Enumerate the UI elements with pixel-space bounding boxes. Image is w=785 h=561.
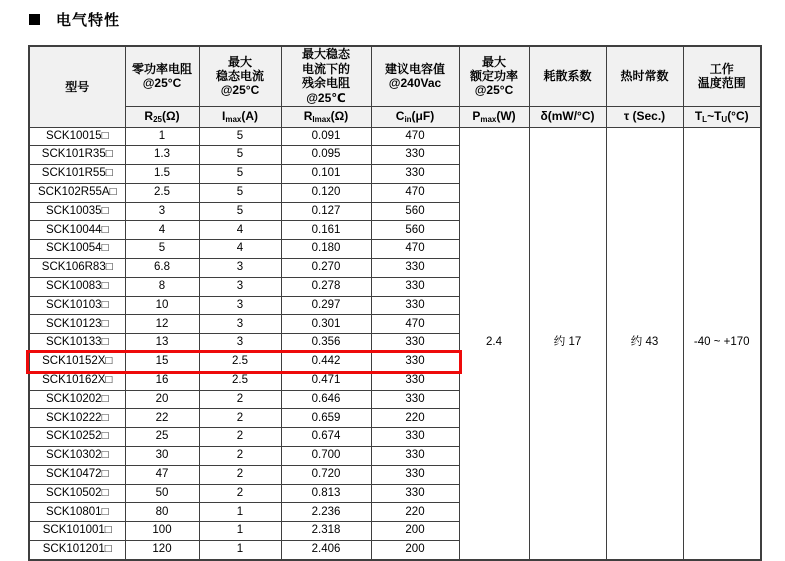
- cin-cell: 330: [371, 447, 459, 466]
- imax-cell: 2.5: [199, 371, 281, 390]
- cin-cell: 330: [371, 146, 459, 165]
- model-cell: SCK106R83□: [29, 259, 125, 278]
- r25-cell: 16: [125, 371, 199, 390]
- r25-cell: 20: [125, 390, 199, 409]
- table-row: [29, 127, 761, 146]
- imax-cell: 2: [199, 409, 281, 428]
- rimax-cell: 2.236: [281, 503, 371, 522]
- cin-cell: 220: [371, 409, 459, 428]
- cin-cell: 560: [371, 202, 459, 221]
- rimax-cell: 0.101: [281, 165, 371, 184]
- model-cell: SCK10222□: [29, 409, 125, 428]
- imax-cell: 1: [199, 522, 281, 541]
- col-header-temp: 工作 温度范围: [683, 46, 761, 106]
- col-header-rimax: 最大稳态 电流下的 残余电阻 @25℃: [281, 46, 371, 106]
- r25-cell: 3: [125, 202, 199, 221]
- r25-cell: 120: [125, 541, 199, 560]
- imax-cell: 2: [199, 390, 281, 409]
- col-subheader-rimax: RImax(Ω): [281, 106, 371, 127]
- rimax-cell: 0.720: [281, 465, 371, 484]
- electrical-characteristics-table-wrap: [28, 45, 762, 561]
- model-cell: SCK10252□: [29, 428, 125, 447]
- imax-cell: 5: [199, 183, 281, 202]
- model-cell: SCK101R35□: [29, 146, 125, 165]
- model-cell: SCK10133□: [29, 334, 125, 353]
- r25-cell: 12: [125, 315, 199, 334]
- model-cell: SCK10152X□: [29, 353, 125, 372]
- model-cell: SCK10083□: [29, 277, 125, 296]
- electrical-characteristics-table: [28, 45, 762, 561]
- cin-cell: 330: [371, 428, 459, 447]
- cin-cell: 330: [371, 465, 459, 484]
- model-cell: SCK101001□: [29, 522, 125, 541]
- model-cell: SCK10202□: [29, 390, 125, 409]
- rimax-cell: 0.278: [281, 277, 371, 296]
- r25-cell: 1: [125, 127, 199, 146]
- rimax-cell: 0.813: [281, 484, 371, 503]
- imax-cell: 3: [199, 277, 281, 296]
- col-subheader-r25: R25(Ω): [125, 106, 199, 127]
- imax-cell: 2: [199, 428, 281, 447]
- cin-cell: 330: [371, 353, 459, 372]
- rimax-cell: 0.120: [281, 183, 371, 202]
- cin-cell: 330: [371, 165, 459, 184]
- rimax-cell: 0.674: [281, 428, 371, 447]
- r25-cell: 25: [125, 428, 199, 447]
- col-header-cin: 建议电容值 @240Vac: [371, 46, 459, 106]
- rimax-cell: 0.091: [281, 127, 371, 146]
- cin-cell: 470: [371, 127, 459, 146]
- imax-cell: 2.5: [199, 353, 281, 372]
- rimax-cell: 0.270: [281, 259, 371, 278]
- rimax-cell: 0.646: [281, 390, 371, 409]
- r25-cell: 30: [125, 447, 199, 466]
- model-cell: SCK101R55□: [29, 165, 125, 184]
- model-cell: SCK10054□: [29, 240, 125, 259]
- imax-cell: 4: [199, 221, 281, 240]
- r25-cell: 1.3: [125, 146, 199, 165]
- r25-cell: 5: [125, 240, 199, 259]
- col-header-model: 型号: [29, 46, 125, 127]
- col-subheader-imax: Imax(A): [199, 106, 281, 127]
- col-subheader-temp: TL~TU(°C): [683, 106, 761, 127]
- imax-cell: 3: [199, 334, 281, 353]
- r25-cell: 50: [125, 484, 199, 503]
- col-header-pmax: 最大 额定功率 @25°C: [459, 46, 529, 106]
- cin-cell: 200: [371, 541, 459, 560]
- imax-cell: 2: [199, 484, 281, 503]
- imax-cell: 1: [199, 541, 281, 560]
- page-title: 电气特性: [56, 12, 121, 29]
- cin-cell: 470: [371, 183, 459, 202]
- rimax-cell: 0.659: [281, 409, 371, 428]
- r25-cell: 15: [125, 353, 199, 372]
- cin-cell: 220: [371, 503, 459, 522]
- cin-cell: 330: [371, 277, 459, 296]
- cin-cell: 470: [371, 240, 459, 259]
- imax-cell: 1: [199, 503, 281, 522]
- cin-cell: 330: [371, 259, 459, 278]
- col-subheader-cin: Cin(μF): [371, 106, 459, 127]
- r25-cell: 100: [125, 522, 199, 541]
- model-cell: SCK10801□: [29, 503, 125, 522]
- imax-cell: 4: [199, 240, 281, 259]
- cin-cell: 330: [371, 371, 459, 390]
- col-header-delta: 耗散系数: [529, 46, 606, 106]
- rimax-cell: 2.406: [281, 541, 371, 560]
- imax-cell: 5: [199, 202, 281, 221]
- imax-cell: 5: [199, 127, 281, 146]
- r25-cell: 22: [125, 409, 199, 428]
- cin-cell: 470: [371, 315, 459, 334]
- col-header-r25: 零功率电阻 @25°C: [125, 46, 199, 106]
- model-cell: SCK10035□: [29, 202, 125, 221]
- rimax-cell: 0.180: [281, 240, 371, 259]
- section-bullet-icon: [29, 14, 40, 25]
- col-subheader-pmax: Pmax(W): [459, 106, 529, 127]
- r25-cell: 1.5: [125, 165, 199, 184]
- rimax-cell: 2.318: [281, 522, 371, 541]
- r25-cell: 10: [125, 296, 199, 315]
- imax-cell: 5: [199, 165, 281, 184]
- operating-temp-merged-cell: -40 ~ +170: [683, 127, 761, 560]
- r25-cell: 4: [125, 221, 199, 240]
- r25-cell: 2.5: [125, 183, 199, 202]
- imax-cell: 2: [199, 447, 281, 466]
- col-subheader-delta: δ(mW/°C): [529, 106, 606, 127]
- imax-cell: 2: [199, 465, 281, 484]
- rimax-cell: 0.301: [281, 315, 371, 334]
- r25-cell: 6.8: [125, 259, 199, 278]
- model-cell: SCK10162X□: [29, 371, 125, 390]
- rimax-cell: 0.127: [281, 202, 371, 221]
- thermal-time-merged-cell: 约 43: [606, 127, 683, 560]
- rimax-cell: 0.356: [281, 334, 371, 353]
- rimax-cell: 0.700: [281, 447, 371, 466]
- cin-cell: 330: [371, 296, 459, 315]
- cin-cell: 330: [371, 484, 459, 503]
- imax-cell: 3: [199, 315, 281, 334]
- r25-cell: 13: [125, 334, 199, 353]
- imax-cell: 3: [199, 259, 281, 278]
- section-title: [29, 9, 120, 30]
- cin-cell: 330: [371, 334, 459, 353]
- r25-cell: 8: [125, 277, 199, 296]
- rimax-cell: 0.095: [281, 146, 371, 165]
- imax-cell: 5: [199, 146, 281, 165]
- r25-cell: 47: [125, 465, 199, 484]
- model-cell: SCK10015□: [29, 127, 125, 146]
- rimax-cell: 0.297: [281, 296, 371, 315]
- col-subheader-tau: τ (Sec.): [606, 106, 683, 127]
- model-cell: SCK101201□: [29, 541, 125, 560]
- model-cell: SCK10103□: [29, 296, 125, 315]
- dissipation-merged-cell: 约 17: [529, 127, 606, 560]
- model-cell: SCK10044□: [29, 221, 125, 240]
- cin-cell: 200: [371, 522, 459, 541]
- pmax-merged-cell: 2.4: [459, 127, 529, 560]
- model-cell: SCK10472□: [29, 465, 125, 484]
- rimax-cell: 0.161: [281, 221, 371, 240]
- col-header-tau: 热时常数: [606, 46, 683, 106]
- model-cell: SCK10502□: [29, 484, 125, 503]
- model-cell: SCK102R55A□: [29, 183, 125, 202]
- cin-cell: 560: [371, 221, 459, 240]
- rimax-cell: 0.442: [281, 353, 371, 372]
- r25-cell: 80: [125, 503, 199, 522]
- imax-cell: 3: [199, 296, 281, 315]
- model-cell: SCK10302□: [29, 447, 125, 466]
- cin-cell: 330: [371, 390, 459, 409]
- model-cell: SCK10123□: [29, 315, 125, 334]
- col-header-imax: 最大 稳态电流 @25°C: [199, 46, 281, 106]
- rimax-cell: 0.471: [281, 371, 371, 390]
